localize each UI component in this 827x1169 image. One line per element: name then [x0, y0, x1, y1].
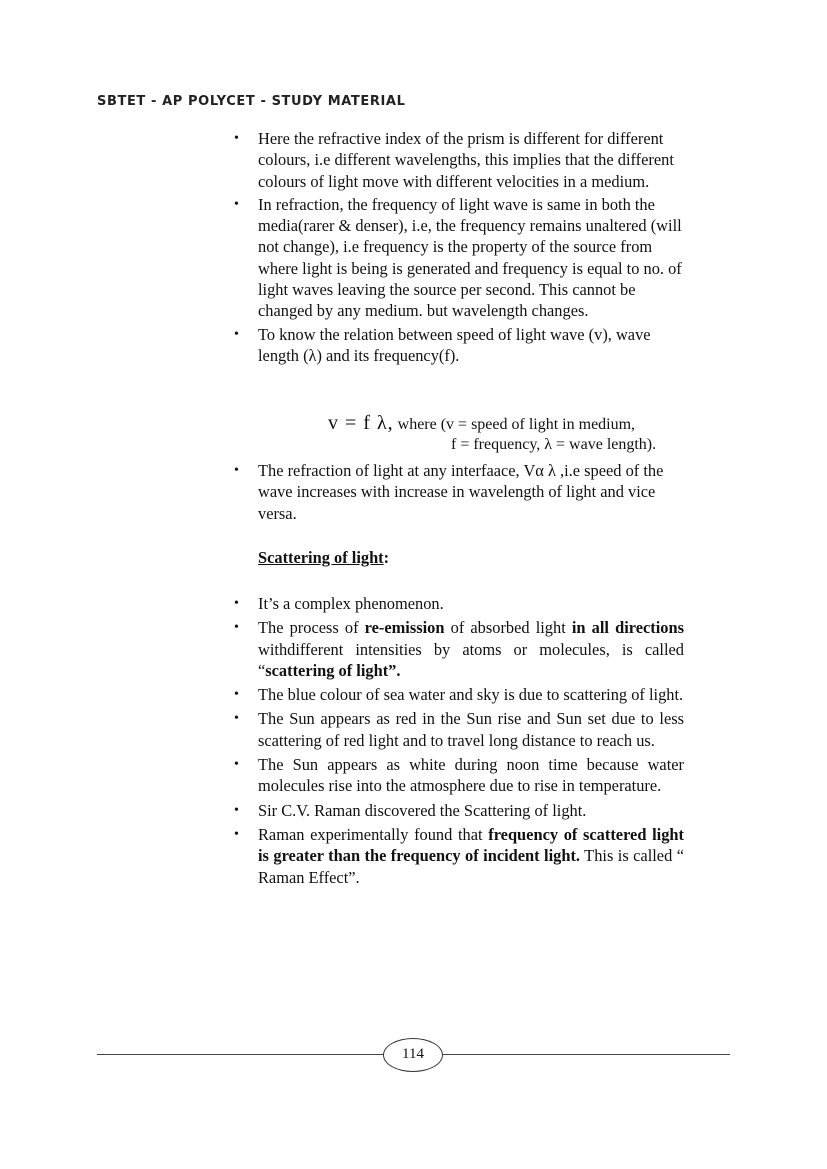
list-item [232, 194, 684, 322]
item-text: Raman experimentally found that [258, 824, 489, 844]
list-item [232, 708, 684, 751]
bullet-icon: • [234, 802, 239, 818]
item-text: The blue colour of sea water and sky is due to scattering of light. [258, 685, 684, 705]
bullet-icon: • [234, 326, 239, 342]
refraction-bullet-list [232, 128, 684, 368]
item-text: In refraction, the frequency of light wave is same in both the media(rarer & denser), i.e, the frequency remains unaltered (will not change), i.e frequency is the property of the source from where light is being is generated and frequency is equal to no. of light waves leaving the source per second. This cannot be changed by any medium. but wavelength changes. [258, 194, 682, 321]
bullet-icon: • [234, 711, 239, 727]
item-text: It’s a complex phenomenon. [258, 594, 444, 613]
footer-rule-right [443, 1054, 730, 1055]
section-title-colon: : [383, 548, 390, 567]
bullet-icon: • [234, 596, 239, 611]
item-text: of absorbed light [444, 618, 572, 638]
item-text: The Sun appears as white during noon time because water molecules rise into the atmosphere due to rise in temperature. [258, 755, 684, 796]
item-text: The refraction of light at any interfaace, Vα λ ,i.e speed of the wave increases with increase in wavelength of light and vice versa. [258, 461, 664, 523]
bullet-icon: • [234, 826, 239, 842]
list-item [232, 617, 684, 681]
bullet-icon: • [234, 131, 239, 146]
formula-main: v = f λ, [328, 412, 394, 434]
list-item [232, 593, 684, 614]
list-item [232, 128, 684, 192]
section-title-text: Scattering of light [258, 548, 384, 567]
formula-where: where (v = speed of light in medium, [393, 416, 636, 433]
bullet-icon: • [234, 687, 239, 703]
bold-text: re-emission [364, 618, 445, 638]
bold-text: frequency of scattered light is greater than the frequency of incident light. [258, 824, 684, 866]
item-text: To know the relation between speed of light wave (v), wave length (λ) and its frequency(f). [258, 324, 651, 365]
footer-rule-left [97, 1054, 384, 1055]
list-item [232, 824, 684, 888]
item-text: Here the refractive index of the prism is different for different colours, i.e different wavelengths, this implies that the different colours of light move with different velocities in a medium. [258, 129, 674, 191]
item-text: Sir C.V. Raman discovered the Scattering of light. [258, 800, 587, 820]
item-text: This is called “ Raman Effect”. [258, 846, 684, 887]
item-text: withdifferent intensities by atoms or molecules, is called “ [258, 639, 684, 680]
section-title [258, 548, 389, 568]
bullet-icon: • [234, 463, 239, 478]
bullet-icon: • [234, 620, 239, 636]
list-item [232, 800, 684, 821]
list-item [232, 460, 684, 524]
list-item [232, 324, 684, 367]
item-text: The Sun appears as red in the Sun rise and Sun set due to less scattering of red light and to travel long distance to reach us. [258, 709, 684, 750]
scattering-bullet-list [232, 593, 684, 891]
wave-formula [328, 412, 635, 435]
item-text: The process of [258, 618, 365, 638]
page-number: 114 [383, 1038, 443, 1072]
bullet-icon: • [234, 757, 239, 773]
list-item [232, 684, 684, 705]
list-item [232, 754, 684, 797]
bold-text: scattering of light”. [265, 660, 401, 680]
bullet-icon: • [234, 196, 239, 212]
refraction-bullet-list-continued [232, 460, 684, 524]
bold-text: in all directions [571, 618, 684, 638]
document-header: SBTET - AP POLYCET - STUDY MATERIAL [97, 94, 406, 109]
formula-definitions: f = frequency, λ = wave length). [451, 436, 657, 453]
